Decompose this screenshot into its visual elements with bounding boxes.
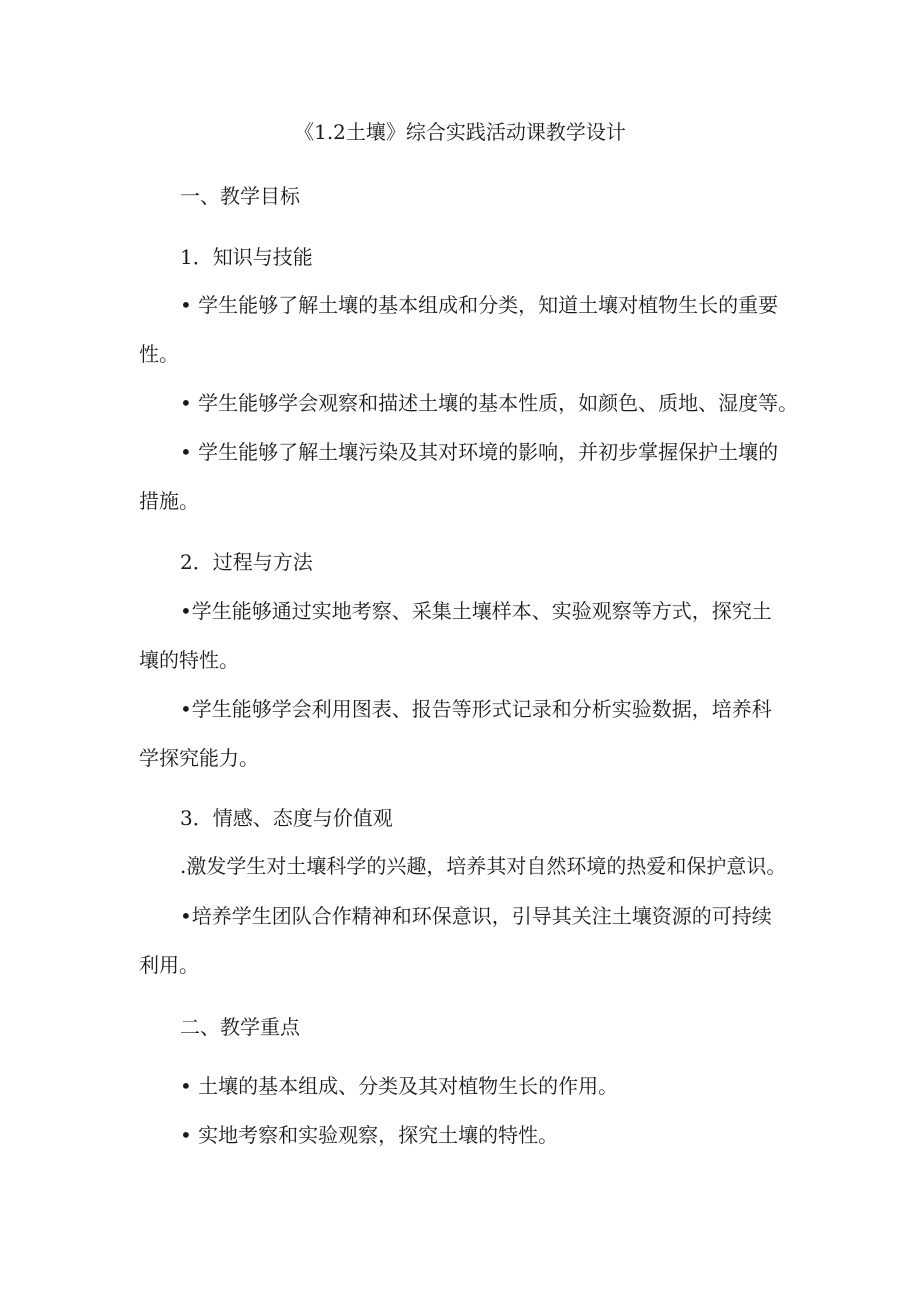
bullet-line: • 实地考察和实验观察，探究土壤的特性。 [180,1123,559,1147]
bullet-continuation: 壤的特性。 [139,648,239,672]
bullet-line: •学生能够学会利用图表、报告等形式记录和分析实验数据，培养科 [180,697,772,721]
bullet-line: .激发学生对土壤科学的兴趣，培养其对自然环境的热爱和保护意识。 [180,854,787,878]
bullet-line: •学生能够通过实地考察、采集土壤样本、实验观察等方式，探究土 [180,599,772,623]
subsection-heading-knowledge: 1．知识与技能 [180,245,313,269]
bullet-continuation: 性。 [139,342,179,366]
bullet-continuation: 利用。 [139,953,199,977]
section-heading-key-points: 二、教学重点 [180,1015,300,1039]
section-heading-objectives: 一、教学目标 [180,184,300,208]
bullet-line: •培养学生团队合作精神和环保意识，引导其关注土壤资源的可持续 [180,904,772,928]
bullet-continuation: 学探究能力。 [139,746,259,770]
bullet-line: • 土壤的基本组成、分类及其对植物生长的作用。 [180,1074,619,1098]
bullet-line: • 学生能够学会观察和描述土壤的基本性质，如颜色、质地、湿度等。 [180,391,799,415]
subsection-heading-process: 2．过程与方法 [180,550,313,574]
document-title: 《1.2土壤》综合实践活动课教学设计 [294,120,626,144]
bullet-line: • 学生能够了解土壤的基本组成和分类，知道土壤对植物生长的重要 [180,293,779,317]
bullet-continuation: 措施。 [139,489,199,513]
subsection-heading-attitude: 3．情感、态度与价值观 [180,806,393,830]
bullet-line: • 学生能够了解土壤污染及其对环境的影响，并初步掌握保护土壤的 [180,440,779,464]
